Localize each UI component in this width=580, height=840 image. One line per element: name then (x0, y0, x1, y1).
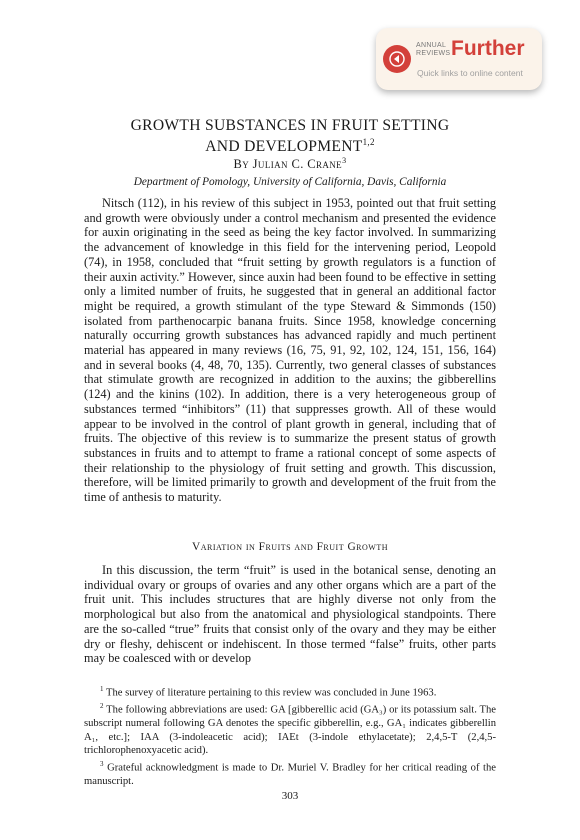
affiliation: Department of Pomology, University of California, Davis, California (133, 176, 447, 188)
footnotes (84, 683, 496, 789)
footnote-1-text: The survey of literature pertaining to this review was concluded in June 1963. (105, 687, 437, 699)
title-footnote-mark: 1,2 (362, 137, 375, 147)
footnote-2 (84, 700, 496, 758)
footnote-3-mark: 3 (100, 760, 104, 769)
badge-reviews-text: REVIEWS (416, 50, 451, 57)
footnote-3-text: Grateful acknowledgment is made to Dr. Muriel V. Bradley for her critical reading of the manuscript. (84, 762, 496, 788)
author-line (60, 156, 520, 172)
body-paragraph-1: Nitsch (112), in his review of this subject in 1953, pointed out that fruit setting and growth were obviously under a control mechanism and presented the evidence for auxin originating in the seed as being the key factor involved. In summarizing the advancement of knowledge in this field for the intervening period, Leopold (74), in 1958, concluded that “fruit setting by growth regulators is a function of their auxin activity.” However, since auxin had been found to be effective in setting only a limited number of fruits, he suggested that in general an additional factor might be required, a growth stimulant of the type Steward & Simmonds (150) isolated from parthenocarpic banana fruits. Since 1958, knowledge concerning naturally occurring growth substances has advanced rapidly and much pertinent material has appeared in many reviews (16, 75, 91, 92, 102, 124, 151, 156, 164) and in several books (4, 48, 70, 135). Currently, two general classes of substances that stimulate growth are recognized in addition to the auxins; the gibberellins (124) and the kinins (102). In addition, there is a very heterogeneous group of substances termed “inhibitors” (11) that suppresses growth. All of these would appear to be involved in the control of plant growth in general, including that of fruits. The objective of this review is to summarize the present status of growth substances in fruits and to attempt to frame a rational concept of some aspects of their relationship to the physiology of fruit setting and growth. This discussion, therefore, will be limited primarily to growth and development of the fruit from the time of anthesis to maturity. (84, 196, 496, 505)
author-prefix: By (233, 157, 250, 172)
body-paragraph-2: In this discussion, the term “fruit” is used in the botanical sense, denoting an individual ovary or groups of ovaries and any other organs which are a part of the fruit unit. This includes structures that are highly diverse not only from the morphological but also from the anatomical and physiological standpoints. There are the so-called “true” fruits that consist only of the ovary and they may be either dry or fleshy, dehiscent or indehiscent. In those termed “false” fruits, other parts may be coalesced with or develop (84, 563, 496, 666)
footnote-1 (84, 683, 496, 700)
page-number: 303 (281, 790, 299, 802)
section-heading: Variation in Fruits and Fruit Growth (191, 541, 388, 553)
back-arrow-icon (383, 45, 411, 73)
author-name: Julian C. Crane (252, 157, 343, 172)
title-line-1: GROWTH SUBSTANCES IN FRUIT SETTING (130, 117, 450, 134)
footnote-2-text: The following abbreviations are used: GA [gibberellic acid (GA₃) or its potassium salt. The subscript numeral following GA denotes the specific gibberellin, e.g., GA₁ indicates gibberellin A₁, etc.]; IAA (3-indoleacetic acid); IAEt (3-indole ethylacetate); 2,4,5-T (2,4,5-trichlorophenoxyacetic acid). (84, 704, 496, 757)
author-footnote-mark: 3 (342, 156, 347, 165)
footnote-1-mark: 1 (100, 685, 104, 693)
badge-annual-text: ANNUAL (416, 42, 447, 49)
article-title (60, 117, 520, 155)
badge-subtitle: Quick links to online content (417, 68, 523, 78)
title-line-2: AND DEVELOPMENT (205, 138, 363, 156)
badge-publisher-label (416, 42, 450, 58)
badge-further-text: Further (451, 37, 525, 60)
footnote-3 (84, 758, 496, 789)
annual-reviews-further-badge[interactable] (376, 28, 542, 90)
footnote-2-mark: 2 (100, 702, 104, 711)
